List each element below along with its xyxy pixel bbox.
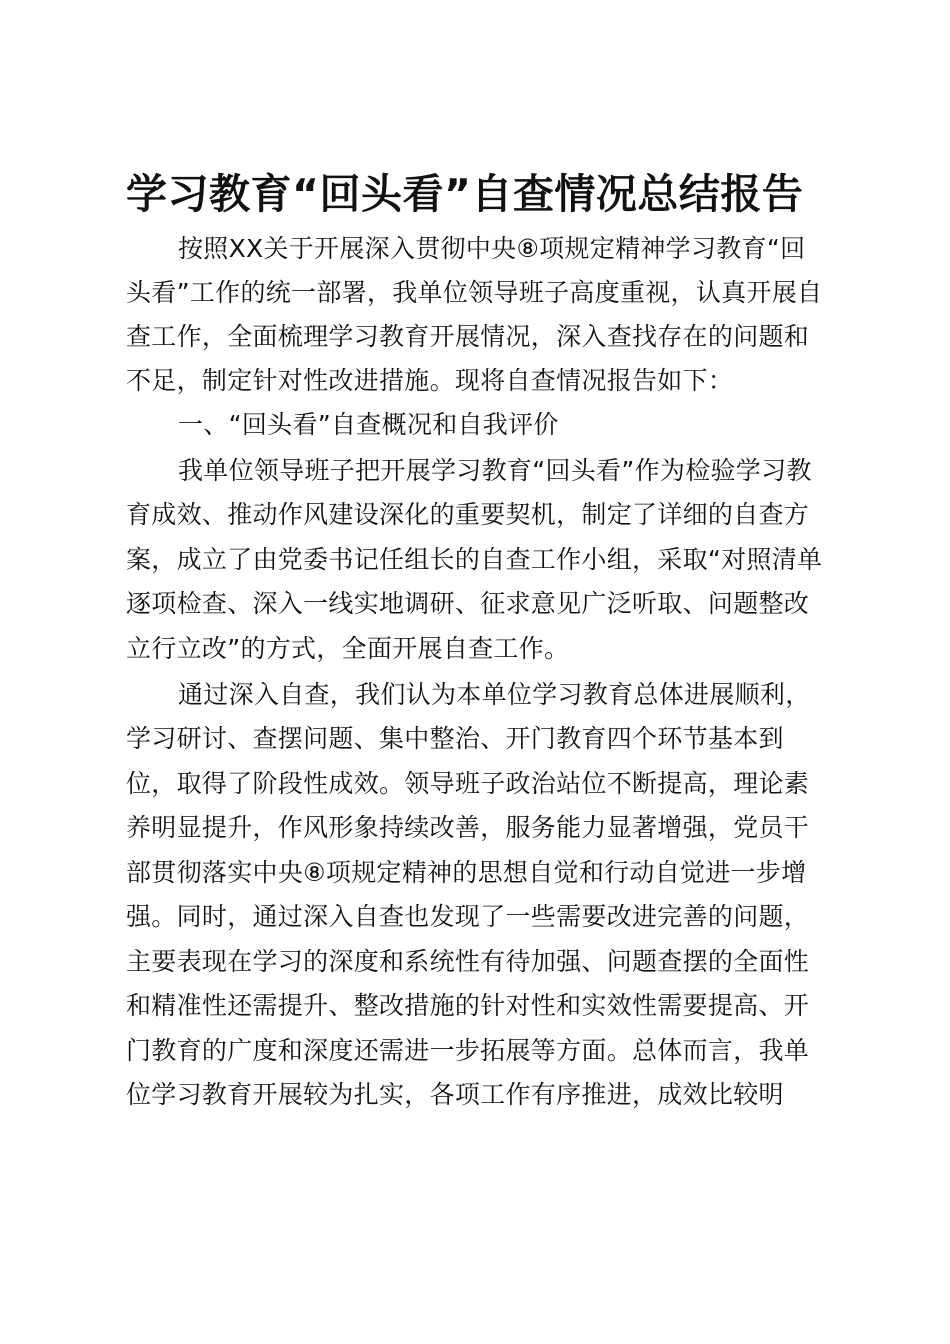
paragraph-3-line-9: 门教育的广度和深度还需进一步拓展等方面。总体而言，我单 <box>126 1036 810 1065</box>
paragraph-3-line-7: 主要表现在学习的深度和系统性有待加强、问题查摆的全面性 <box>126 947 810 976</box>
paragraph-2-line-4: 逐项检查、深入一线实地调研、征求意见广泛听取、问题整改 <box>126 589 810 618</box>
document-title: 学习教育“回头看”自查情况总结报告 <box>126 170 804 218</box>
paragraph-3-line-2: 学习研讨、查摆问题、集中整治、开门教育四个环节基本到 <box>126 724 784 753</box>
paragraph-2-line-3: 案，成立了由党委书记任组长的自查工作小组，采取“对照清单 <box>126 545 823 574</box>
paragraph-2-line-5: 立行立改”的方式，全面开展自查工作。 <box>126 634 570 663</box>
paragraph-3-line-4: 养明显提升，作风形象持续改善，服务能力显著增强，党员干 <box>126 813 810 842</box>
paragraph-1-line-4: 不足，制定针对性改进措施。现将自查情况报告如下： <box>126 366 734 395</box>
paragraph-3-line-1: 通过深入自查，我们认为本单位学习教育总体进展顺利， <box>178 680 811 709</box>
paragraph-3-line-8: 和精准性还需提升、整改措施的针对性和实效性需要提高、开 <box>126 991 810 1020</box>
paragraph-3-line-3: 位，取得了阶段性成效。领导班子政治站位不断提高，理论素 <box>126 769 810 798</box>
paragraph-1-line-2: 头看”工作的统一部署，我单位领导班子高度重视，认真开展自 <box>126 278 823 307</box>
paragraph-3-line-6: 强。同时，通过深入自查也发现了一些需要改进完善的问题， <box>126 902 810 931</box>
paragraph-3-line-5: 部贯彻落实中央⑧项规定精神的思想自觉和行动自觉进一步增 <box>126 858 807 887</box>
paragraph-2-line-2: 育成效、推动作风建设深化的重要契机，制定了详细的自查方 <box>126 500 810 529</box>
paragraph-2-line-1: 我单位领导班子把开展学习教育“回头看”作为检验学习教 <box>178 456 812 485</box>
paragraph-3-line-10: 位学习教育开展较为扎实，各项工作有序推进，成效比较明 <box>126 1080 784 1109</box>
section-heading-1: 一、“回头看”自查概况和自我评价 <box>178 410 559 439</box>
paragraph-1-line-3: 查工作，全面梳理学习教育开展情况，深入查找存在的问题和 <box>126 322 810 351</box>
paragraph-1-line-1: 按照XX关于开展深入贯彻中央⑧项规定精神学习教育“回 <box>178 234 806 263</box>
